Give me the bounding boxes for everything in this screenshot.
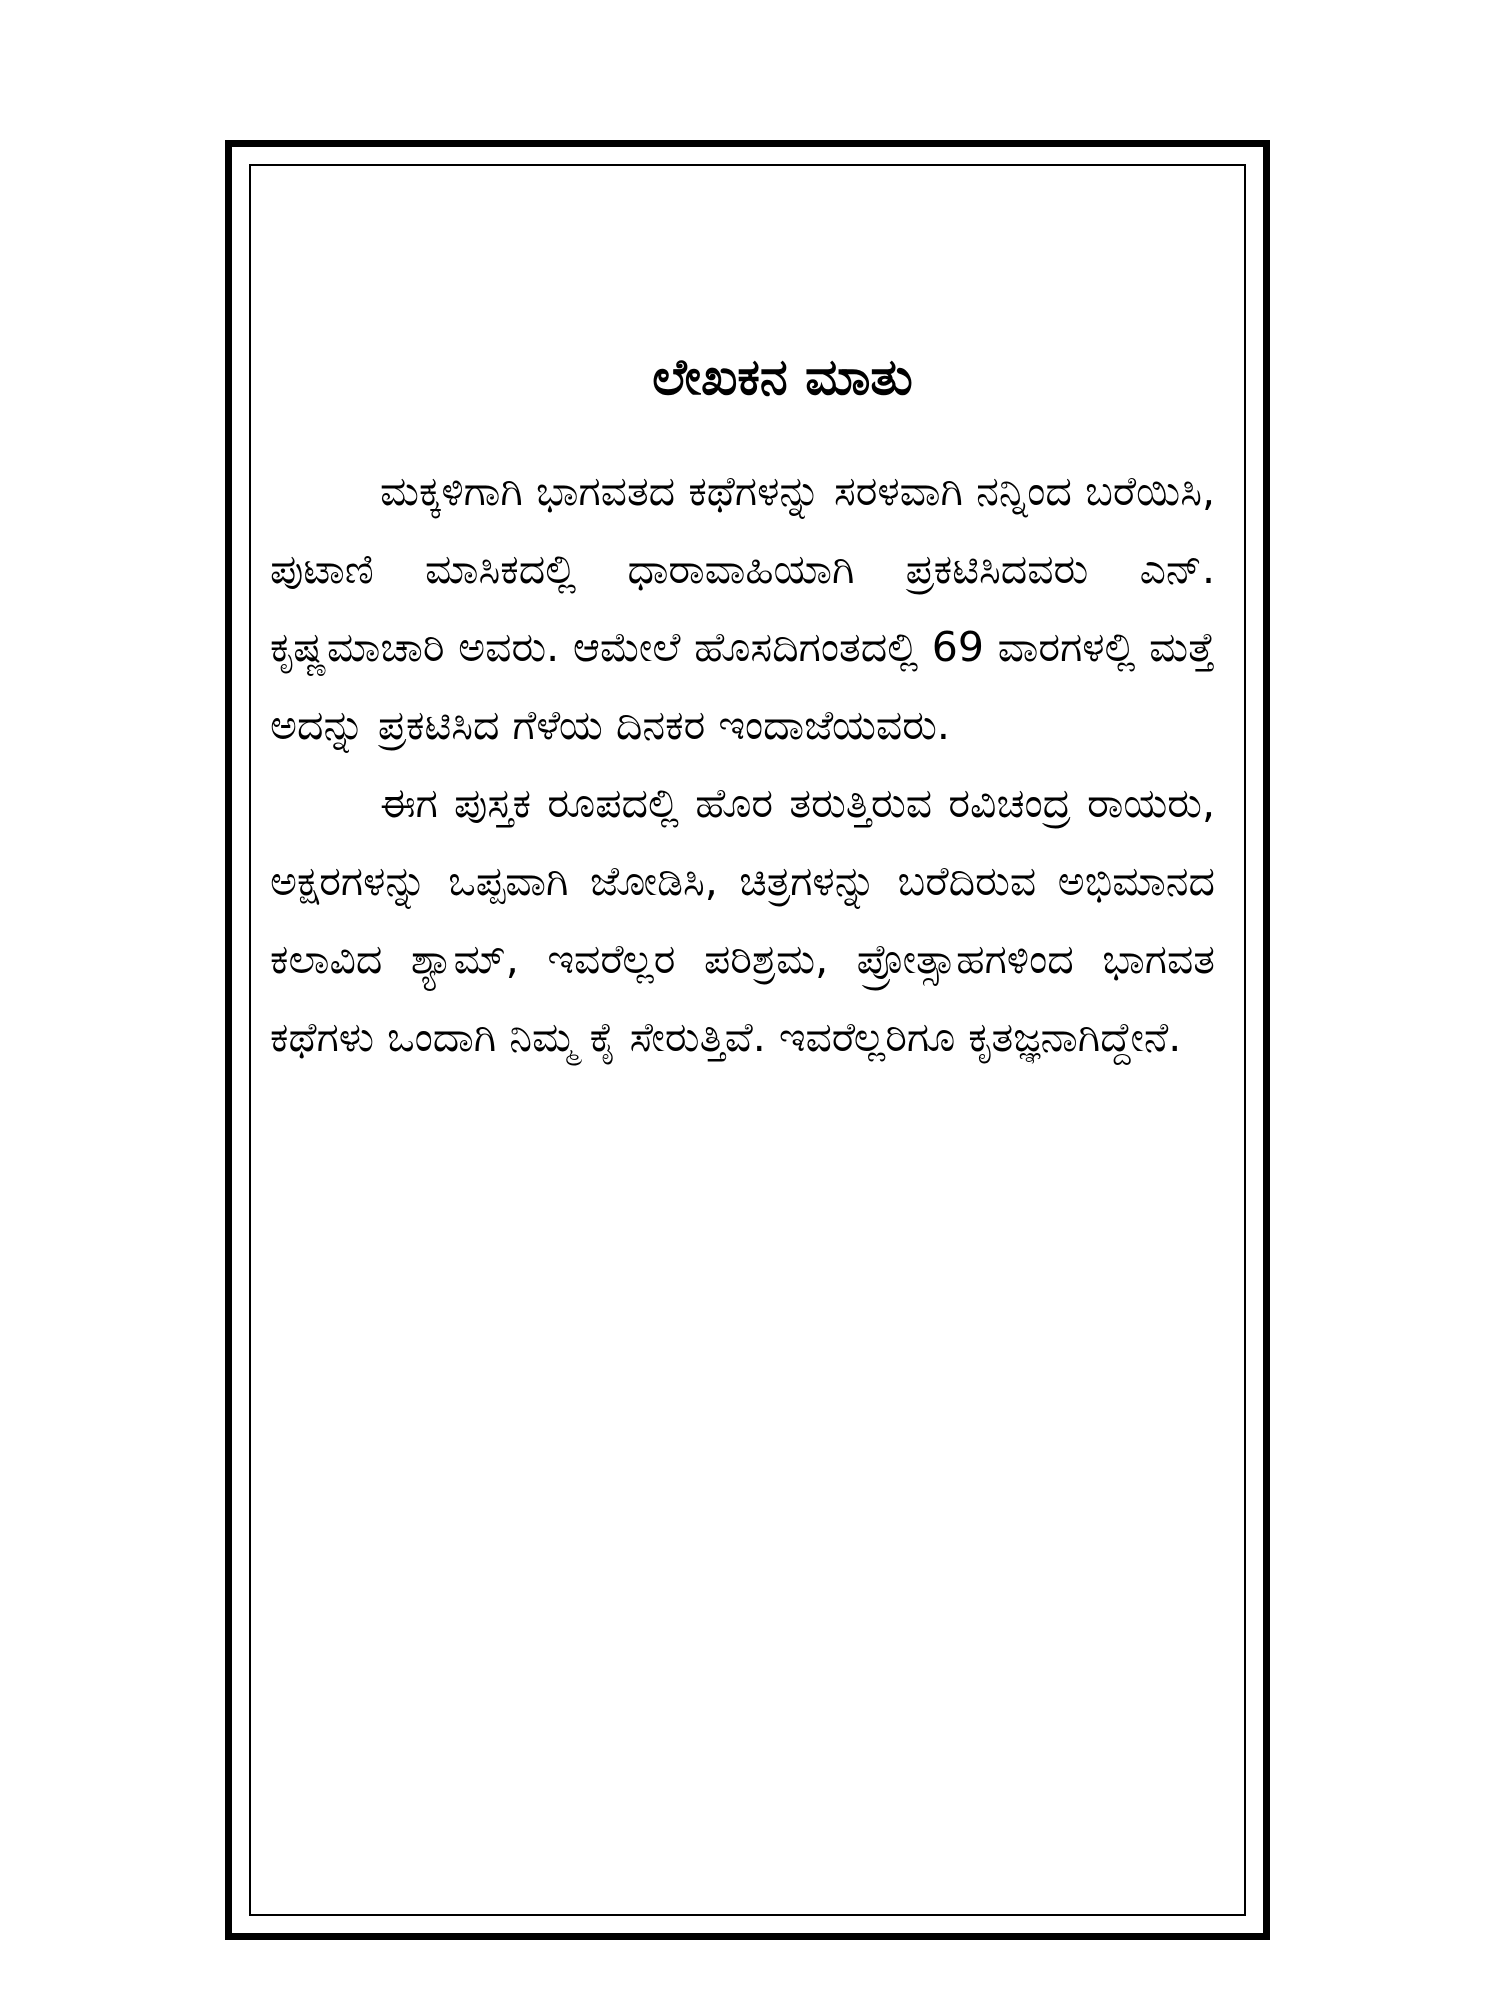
- paragraph-2-text: ಈಗ ಪುಸ್ತಕ ರೂಪದಲ್ಲಿ ಹೊರ ತರುತ್ತಿರುವ ರವಿಚಂದ್ರ ರಾಯರು, ಅಕ್ಷರಗಳನ್ನು ಒಪ್ಪವಾಗಿ ಜೋಡಿಸಿ, ಚಿತ್ರಗಳನ್ನು ಬರೆದಿರುವ ಅಭಿಮಾನದ ಕಲಾವಿದ ಶ್ಯಾಮ್, ಇವರೆಲ್ಲರ ಪರಿಶ್ರಮ, ಪ್ರೋತ್ಸಾಹಗಳಿಂದ ಭಾಗವತ ಕಥೆಗಳು ಒಂದಾಗಿ ನಿಮ್ಮ ಕೈ ಸೇರುತ್ತಿವೆ. ಇವರೆಲ್ಲರಿಗೂ ಕೃತಜ್ಞನಾಗಿದ್ದೇನೆ.: [270, 779, 1215, 1061]
- page-title: ಲೇಖಕನ ಮಾತು: [652, 348, 913, 406]
- paragraph-2: [270, 764, 1215, 1076]
- paragraph-1-text: ಮಕ್ಕಳಿಗಾಗಿ ಭಾಗವತದ ಕಥೆಗಳನ್ನು ಸರಳವಾಗಿ ನನ್ನಿಂದ ಬರೆಯಿಸಿ, ಪುಟಾಣಿ ಮಾಸಿಕದಲ್ಲಿ ಧಾರಾವಾಹಿಯಾಗಿ ಪ್ರಕಟಿಸಿದವರು ಎನ್. ಕೃಷ್ಣಮಾಚಾರಿ ಅವರು. ಆಮೇಲೆ ಹೊಸದಿಗಂತದಲ್ಲಿ 69 ವಾರಗಳಲ್ಲಿ ಮತ್ತೆ ಅದನ್ನು ಪ್ರಕಟಿಸಿದ ಗೆಳೆಯ ದಿನಕರ ಇಂದಾಜೆಯವರು.: [270, 467, 1215, 749]
- paragraph-1: [270, 452, 1215, 764]
- page-content: [270, 322, 1215, 1076]
